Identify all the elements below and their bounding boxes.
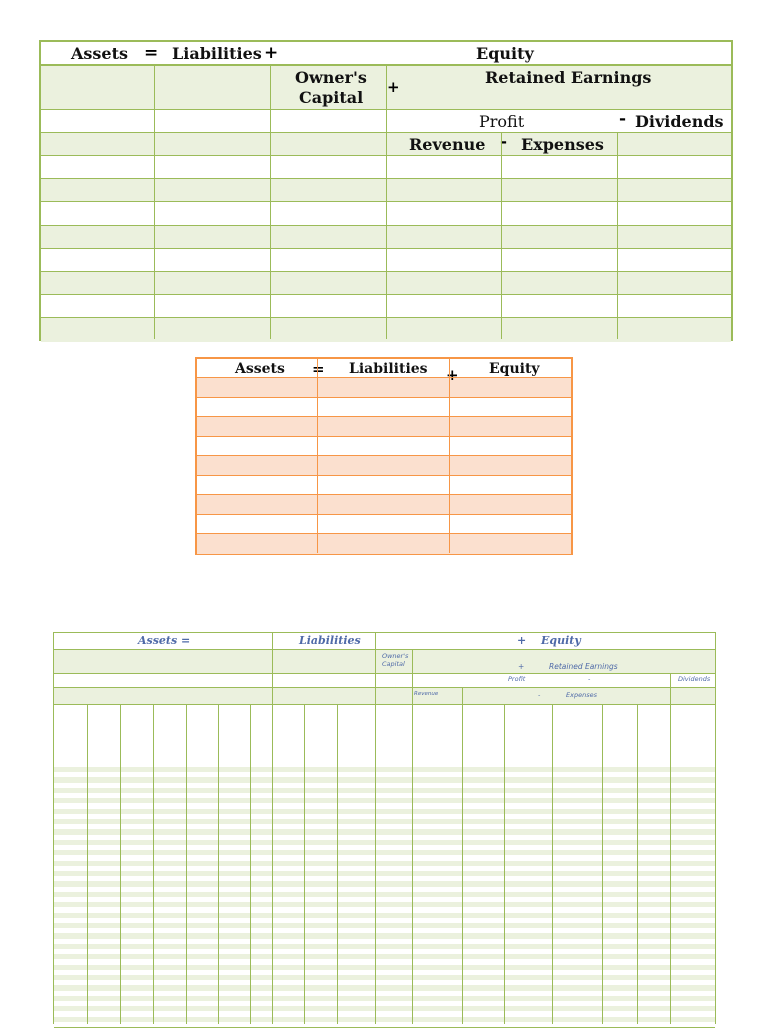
table-row — [197, 515, 571, 535]
equals-sign: = — [312, 360, 325, 378]
table-row — [197, 378, 571, 398]
column-divider — [412, 704, 413, 1024]
owners-capital-label-line1: Owner's — [382, 652, 409, 660]
row-divider — [197, 533, 571, 534]
revenue-header: Revenue — [414, 691, 439, 697]
owners-capital-label-line2: Capital — [299, 88, 364, 107]
liabilities-header: Liabilities — [299, 634, 361, 647]
profit-header: Profit — [479, 112, 525, 131]
liabilities-header: Liabilities — [172, 44, 262, 63]
liabilities-header: Liabilities — [349, 361, 428, 377]
dividends-header: Dividends — [678, 675, 711, 683]
accounting-equation-table-detailed — [39, 40, 733, 341]
retained-earnings-header: Retained Earnings — [549, 662, 618, 671]
plus-sign: + — [517, 634, 527, 647]
table-row — [197, 398, 571, 418]
column-divider — [552, 704, 553, 1024]
column-divider — [120, 704, 121, 1024]
plus-sign: + — [264, 43, 279, 63]
row-divider — [197, 494, 571, 495]
column-divider — [337, 704, 338, 1024]
plus-sign: + — [387, 78, 400, 96]
column-divider — [153, 704, 154, 1024]
dividends-header: Dividends — [635, 112, 724, 131]
column-divider — [462, 704, 463, 1024]
table-row — [197, 534, 571, 554]
row-divider — [197, 514, 571, 515]
column-divider — [218, 704, 219, 1024]
revenue-header: Revenue — [409, 135, 486, 154]
column-divider — [637, 704, 638, 1024]
row-divider — [197, 475, 571, 476]
accounting-equation-ledger-grid — [53, 632, 716, 1024]
column-divider — [375, 704, 376, 1024]
table-row — [197, 437, 571, 457]
row-divider — [197, 397, 571, 398]
expenses-header: Expenses — [521, 135, 604, 154]
table-row — [197, 417, 571, 437]
equity-header: Equity — [489, 361, 540, 377]
column-divider — [504, 704, 505, 1024]
column-divider — [87, 704, 88, 1024]
accounting-equation-table-simple — [195, 357, 573, 555]
owners-capital-label-line1: Owner's — [295, 68, 367, 87]
column-divider — [670, 704, 671, 1024]
plus-sign: + — [518, 662, 525, 671]
table-row — [197, 476, 571, 496]
column-divider — [272, 704, 273, 1024]
minus-sign: - — [538, 691, 541, 699]
row-divider — [197, 436, 571, 437]
equity-header: Equity — [541, 634, 581, 647]
column-divider — [602, 704, 603, 1024]
column-divider — [304, 704, 305, 1024]
column-divider — [250, 704, 251, 1024]
plus-sign: + — [446, 366, 459, 384]
row-divider — [197, 416, 571, 417]
owners-capital-label-line2: Capital — [382, 660, 405, 668]
equals-sign: = — [181, 634, 191, 647]
minus-sign: - — [500, 132, 508, 152]
minus-sign: - — [619, 109, 627, 129]
minus-sign: - — [588, 675, 591, 683]
table-row — [197, 456, 571, 476]
row-divider — [197, 455, 571, 456]
assets-header: Assets — [138, 634, 178, 647]
assets-header: Assets — [235, 361, 285, 377]
profit-header: Profit — [508, 675, 526, 683]
equals-sign: = — [144, 43, 159, 63]
column-divider — [186, 704, 187, 1024]
retained-earnings-header: Retained Earnings — [485, 68, 652, 87]
equity-header: Equity — [476, 44, 534, 63]
table-row — [197, 495, 571, 515]
expenses-header: Expenses — [566, 691, 597, 699]
assets-header: Assets — [71, 44, 129, 63]
